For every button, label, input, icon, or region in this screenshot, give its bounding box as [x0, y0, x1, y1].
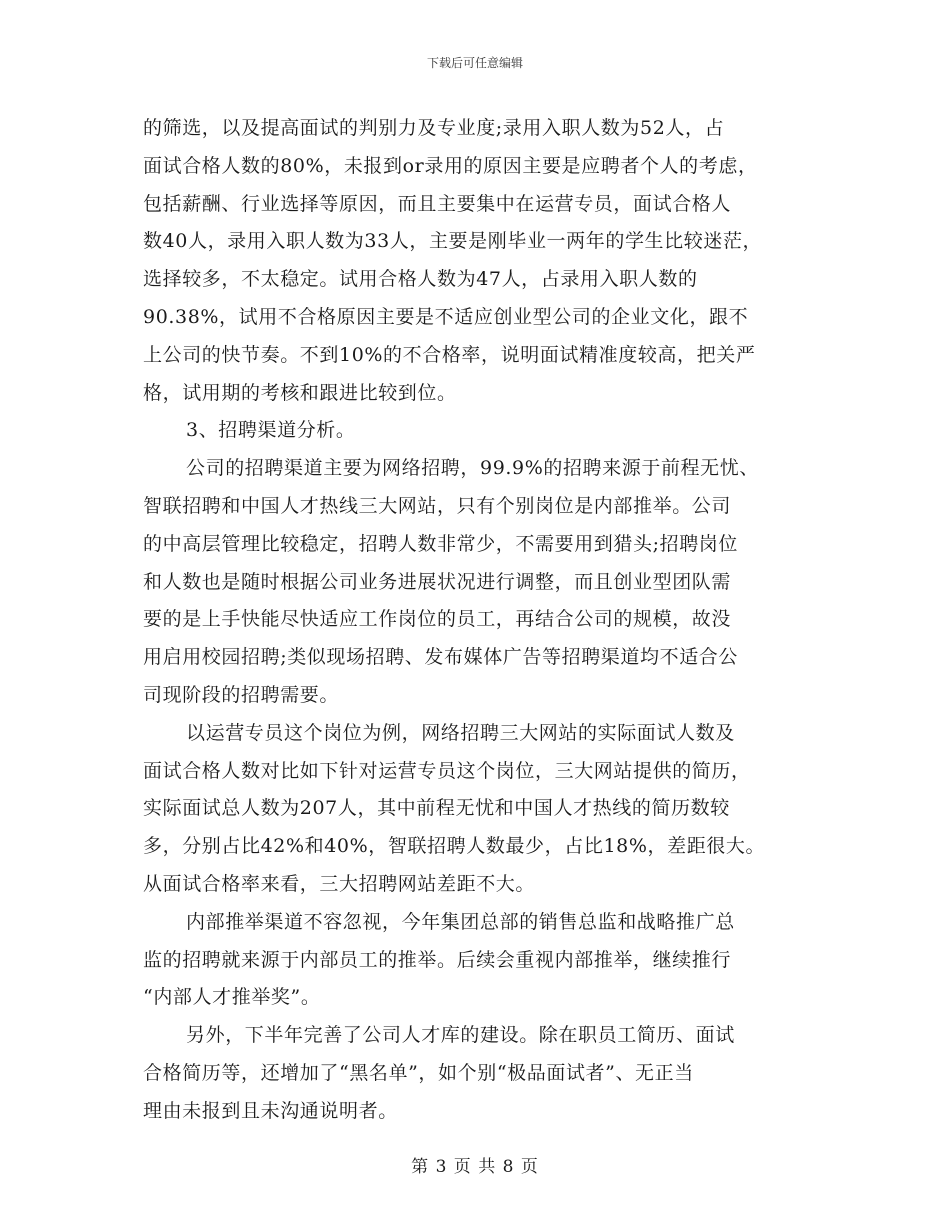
- body-line: 面试合格人数的80%，未报到or录用的原因主要是应聘者个人的考虑，: [143, 154, 758, 177]
- body-line: 上公司的快节奏。不到10%的不合格率，说明面试精准度较高，把关严: [143, 343, 756, 366]
- body-line: 面试合格人数对比如下针对运营专员这个岗位，三大网站提供的简历，: [143, 759, 751, 782]
- body-line: 合格简历等，还增加了“黑名单”，如个别“极品面试者”、无正当: [143, 1061, 694, 1084]
- document-body: [143, 110, 823, 1131]
- body-line: 内部推举渠道不容忽视，今年集团总部的销售总监和战略推广总: [186, 910, 735, 933]
- body-line: 实际面试总人数为207人，其中前程无忧和中国人才热线的简历数较: [143, 797, 730, 820]
- body-line: 选择较多，不太稳定。试用合格人数为47人，占录用入职人数的: [143, 268, 698, 291]
- body-line: 用启用校园招聘;类似现场招聘、发布媒体广告等招聘渠道均不适合公: [143, 646, 739, 669]
- body-line: 多，分别占比42%和40%，智联招聘人数最少，占比18%，差距很大。: [143, 835, 766, 858]
- body-line: 监的招聘就来源于内部员工的推举。后续会重视内部推举，继续推行: [143, 948, 732, 971]
- section-heading: 3、招聘渠道分析。: [186, 419, 356, 442]
- body-line: 的筛选，以及提高面试的判别力及专业度;录用入职人数为52人，占: [143, 117, 725, 139]
- body-line: 智联招聘和中国人才热线三大网站，只有个别岗位是内部推举。公司: [143, 494, 732, 517]
- page-header: 下载后可任意编辑: [426, 56, 523, 70]
- body-line: 从面试合格率来看，三大招聘网站差距不大。: [143, 872, 536, 895]
- body-line: 另外，下半年完善了公司人才库的建设。除在职员工简历、面试: [186, 1024, 735, 1047]
- body-line: 数40人，录用入职人数为33人，主要是刚毕业一两年的学生比较迷茫，: [143, 230, 763, 253]
- body-line: 以运营专员这个岗位为例，网络招聘三大网站的实际面试人数及: [186, 721, 735, 744]
- body-line: 格，试用期的考核和跟进比较到位。: [143, 381, 457, 404]
- body-line: 要的是上手快能尽快适应工作岗位的员工，再结合公司的规模，故没: [143, 608, 732, 631]
- body-line: “内部人才推举奖”。: [143, 986, 321, 1009]
- body-line: 和人数也是随时根据公司业务进展状况进行调整，而且创业型团队需: [143, 570, 732, 593]
- body-line: 包括薪酬、行业选择等原因，而且主要集中在运营专员，面试合格人: [143, 192, 732, 215]
- body-line: 公司的招聘渠道主要为网络招聘，99.9%的招聘来源于前程无忧、: [186, 457, 759, 480]
- body-line: 理由未报到且未沟通说明者。: [143, 1099, 398, 1122]
- page-number: 第 3 页 共 8 页: [411, 1157, 539, 1177]
- body-line: 的中高层管理比较稳定，招聘人数非常少，不需要用到猎头;招聘岗位: [143, 532, 739, 555]
- body-line: 90.38%，试用不合格原因主要是不适应创业型公司的企业文化，跟不: [143, 305, 749, 328]
- body-line: 司现阶段的招聘需要。: [143, 683, 340, 706]
